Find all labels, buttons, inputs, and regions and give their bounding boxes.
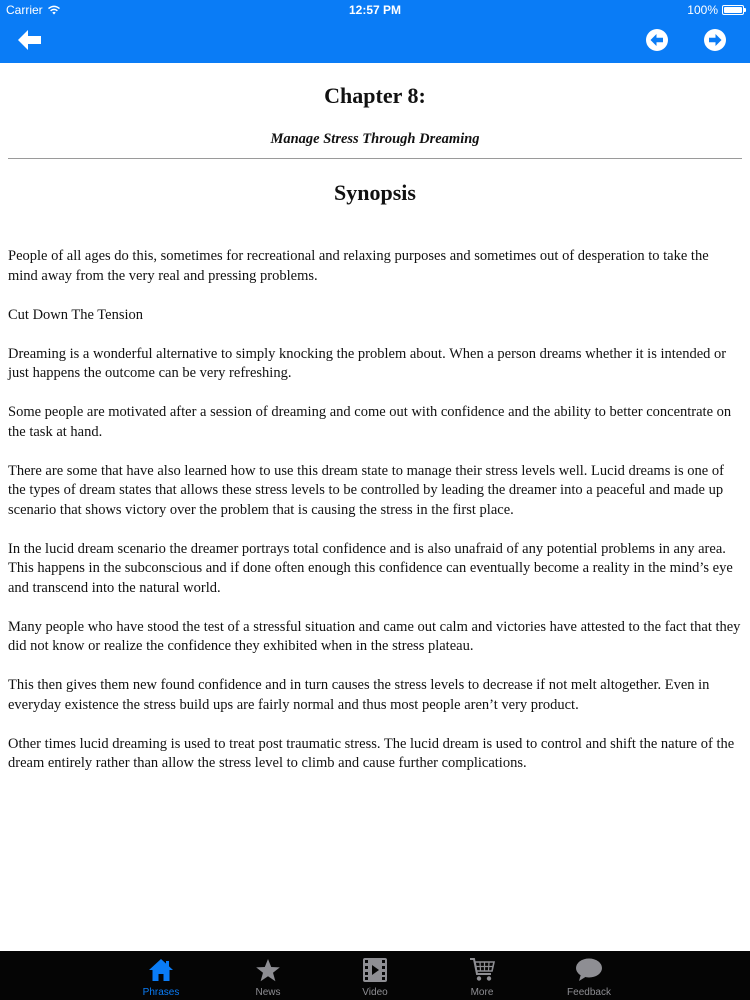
chapter-subtitle: Manage Stress Through Dreaming [270, 131, 480, 147]
home-icon [147, 956, 175, 984]
paragraph: People of all ages do this, sometimes for recreational and relaxing purposes and sometimes out of desperation to take the mind away from the very real and pressing problems. [8, 248, 709, 284]
tab-more[interactable] [429, 951, 536, 1000]
chapter-title: Chapter 8: [324, 83, 426, 108]
battery-percent: 100% [687, 3, 718, 17]
section-heading: Synopsis [334, 180, 416, 205]
tab-label: Feedback [567, 987, 611, 998]
circle-arrow-left-icon [645, 28, 669, 52]
paragraph: Some people are motivated after a session of dreaming and come out with confidence and the ability to better concentrate on the task at hand. [8, 404, 732, 440]
star-icon [254, 956, 282, 984]
tab-phrases[interactable] [108, 951, 215, 1000]
carrier-label: Carrier [6, 3, 43, 17]
tab-news[interactable] [215, 951, 322, 1000]
paragraph: Cut Down The Tension [8, 306, 143, 323]
paragraph: In the lucid dream scenario the dreamer portrays total confidence and is also unafraid of any potential problems in any area. This happens in the subconscious and if done often enough this confidence can eventually become a reality in the mind’s eye and transcend into the natural world. [8, 540, 733, 596]
chapter-content[interactable] [0, 63, 750, 951]
speech-bubble-icon [575, 956, 603, 984]
paragraph: Many people who have stood the test of a stressful situation and came out calm and victories have attested to the fact that they did not know or realize the confidence they exhibited when in the stress plateau. [8, 618, 741, 654]
top-bar [0, 0, 750, 63]
tab-feedback[interactable] [536, 951, 643, 1000]
divider [8, 158, 742, 159]
circle-arrow-right-icon [703, 28, 727, 52]
paragraph: Dreaming is a wonderful alternative to simply knocking the problem about. When a person dreams whether it is intended or just happens the outcome can be very refreshing. [8, 345, 727, 381]
paragraph: Other times lucid dreaming is used to treat post traumatic stress. The lucid dream is used to control and shift the nature of the dream entirely rather than allow the stress level to climb and cause further complications. [8, 735, 735, 771]
chapter-body [8, 247, 742, 793]
tab-label: Video [362, 987, 388, 998]
battery-indicator [687, 3, 744, 17]
back-arrow-icon [17, 28, 43, 52]
paragraph: This then gives them new found confidence and in turn causes the stress levels to decrease if not melt altogether. Even in everyday existence the stress build ups are fairly normal and thus most people aren’t very product. [8, 677, 710, 713]
battery-icon [722, 5, 744, 15]
status-bar [0, 0, 750, 20]
back-button[interactable] [17, 28, 43, 52]
tab-video[interactable] [322, 951, 429, 1000]
tab-label: Phrases [142, 987, 180, 998]
clock: 12:57 PM [348, 3, 402, 17]
next-chapter-button[interactable] [703, 28, 727, 52]
film-icon [361, 956, 389, 984]
paragraph: There are some that have also learned how to use this dream state to manage their stress levels well. Lucid dreams is one of the types of dream states that allows these stress levels to be controlled by leading the dreamer into a peaceful and made up scenario that shows victory over the problem that is causing the stress in the first place. [8, 462, 724, 518]
tab-bar [0, 951, 750, 1000]
tab-label: More [470, 987, 494, 998]
cart-icon [468, 956, 496, 984]
previous-chapter-button[interactable] [645, 28, 669, 52]
tab-label: News [255, 987, 281, 998]
